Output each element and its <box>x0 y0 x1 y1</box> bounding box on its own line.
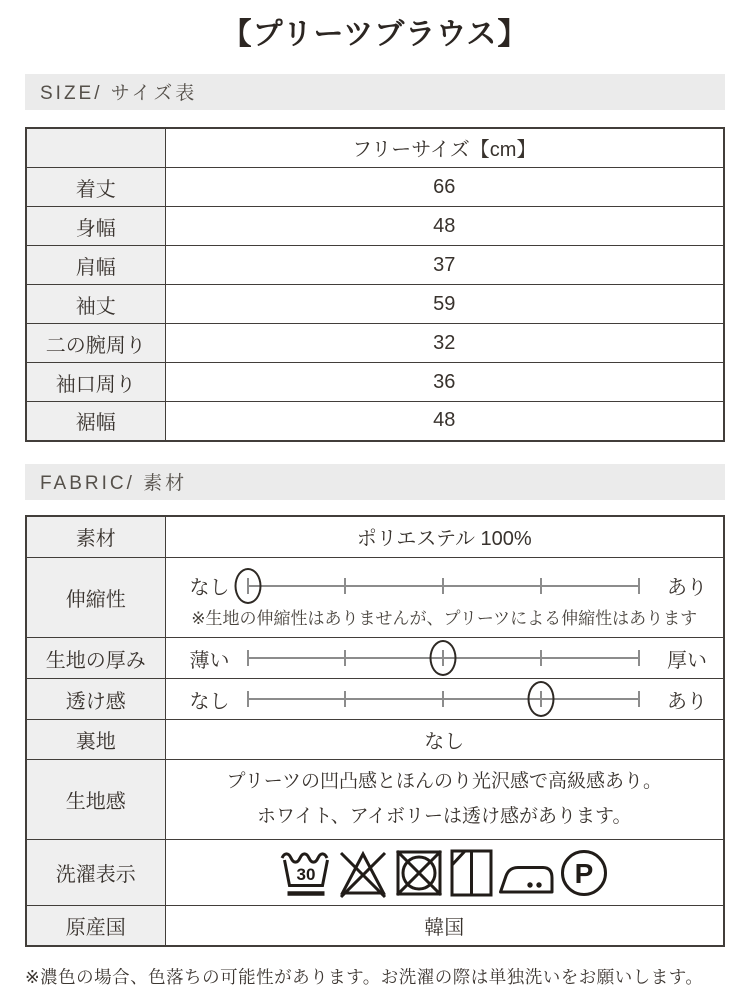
fabric-row-label: 洗濯表示 <box>26 840 165 906</box>
fabric-stretch-row <box>26 558 724 638</box>
size-row-label: 袖口周り <box>26 363 165 402</box>
svg-text:30: 30 <box>296 864 316 884</box>
size-section-heading-label: SIZE/ サイズ表 <box>40 83 198 104</box>
fabric-row-label: 生地の厚み <box>26 638 165 679</box>
size-table <box>25 127 725 442</box>
thickness-scale <box>166 638 724 678</box>
sheer-level-marker <box>528 681 555 717</box>
wash-caution-note: ※濃色の場合、色落ちの可能性があります。お洗濯の際は単独洗いをお願いします。 <box>25 966 704 987</box>
size-table-header-row <box>26 128 724 168</box>
size-row-value: 48 <box>165 402 724 441</box>
fabric-row-label: 原産国 <box>26 906 165 946</box>
shade-dry-icon <box>448 847 495 899</box>
size-row-value: 59 <box>165 285 724 324</box>
thickness-scale-track <box>248 638 640 678</box>
scale-left-label: なし <box>189 577 230 600</box>
scale-tick <box>638 691 640 707</box>
scale-tick <box>247 650 249 666</box>
scale-left-label: なし <box>189 690 230 713</box>
size-section-heading <box>25 74 725 110</box>
size-row-label: 身幅 <box>26 207 165 246</box>
fabric-section-heading-label: FABRIC/ 素材 <box>40 473 188 494</box>
fabric-texture-description: プリーツの凹凸感とほんのり光沢感で高級感あり。 ホワイト、アイボリーは透け感があります。 <box>226 771 662 827</box>
fabric-row-label: 裏地 <box>26 720 165 760</box>
size-table-row <box>26 285 724 324</box>
size-table-row <box>26 246 724 285</box>
stretch-note: ※生地の伸縮性はありませんが、プリーツによる伸縮性はあります <box>191 608 698 628</box>
fabric-thickness-row <box>26 638 724 679</box>
scale-tick <box>247 691 249 707</box>
scale-right-label: あり <box>667 577 707 600</box>
size-row-value: 48 <box>165 207 724 246</box>
scale-right-label: 厚い <box>667 649 707 672</box>
size-row-label: 袖丈 <box>26 285 165 324</box>
dry-clean-p-icon <box>558 847 610 899</box>
scale-tick <box>540 650 542 666</box>
fabric-texture-row <box>26 760 724 840</box>
scale-tick <box>540 578 542 594</box>
size-row-label: 裾幅 <box>26 402 165 441</box>
scale-tick <box>344 650 346 666</box>
size-table-row <box>26 363 724 402</box>
fabric-row-label: 透け感 <box>26 679 165 720</box>
fabric-row-label: 伸縮性 <box>26 558 165 638</box>
size-row-value: 32 <box>165 324 724 363</box>
iron-medium-icon <box>498 847 555 899</box>
fabric-material-value: ポリエステル 100% <box>165 516 724 558</box>
laundry-care-symbols <box>166 847 724 899</box>
size-row-value: 66 <box>165 168 724 207</box>
scale-left-label: 薄い <box>189 649 230 672</box>
fabric-material-row <box>26 516 724 558</box>
fabric-lining-value: なし <box>165 720 724 760</box>
size-row-label: 着丈 <box>26 168 165 207</box>
scale-right-label: あり <box>667 690 707 713</box>
size-table-corner-cell <box>26 128 165 168</box>
fabric-row-label: 生地感 <box>26 760 165 840</box>
fabric-sheer-row <box>26 679 724 720</box>
scale-tick <box>442 578 444 594</box>
stretch-scale-track <box>248 566 640 606</box>
no-tumble-dry-icon <box>393 847 445 899</box>
stretch-level-marker <box>234 568 261 604</box>
size-row-value: 36 <box>165 363 724 402</box>
thickness-level-marker <box>430 640 457 676</box>
fabric-origin-value: 韓国 <box>165 906 724 946</box>
no-bleach-icon <box>336 847 390 899</box>
fabric-care-row <box>26 840 724 906</box>
size-table-column-header: フリーサイズ【cm】 <box>165 128 724 168</box>
fabric-section-heading <box>25 464 725 500</box>
fabric-origin-row <box>26 906 724 946</box>
scale-tick <box>442 691 444 707</box>
page-title: 【プリーツブラウス】 <box>221 18 529 51</box>
scale-tick <box>638 578 640 594</box>
scale-tick <box>638 650 640 666</box>
size-table-row <box>26 168 724 207</box>
sheer-scale <box>166 679 724 719</box>
size-table-row <box>26 402 724 441</box>
scale-tick <box>344 691 346 707</box>
sheer-scale-track <box>248 679 640 719</box>
wash-30-icon <box>279 847 333 899</box>
size-table-row <box>26 324 724 363</box>
fabric-row-label: 素材 <box>26 516 165 558</box>
scale-tick <box>344 578 346 594</box>
svg-text:P: P <box>574 857 594 889</box>
size-row-label: 二の腕周り <box>26 324 165 363</box>
stretch-scale <box>166 560 724 606</box>
fabric-lining-row <box>26 720 724 760</box>
size-row-value: 37 <box>165 246 724 285</box>
size-row-label: 肩幅 <box>26 246 165 285</box>
fabric-table <box>25 515 725 947</box>
size-table-row <box>26 207 724 246</box>
